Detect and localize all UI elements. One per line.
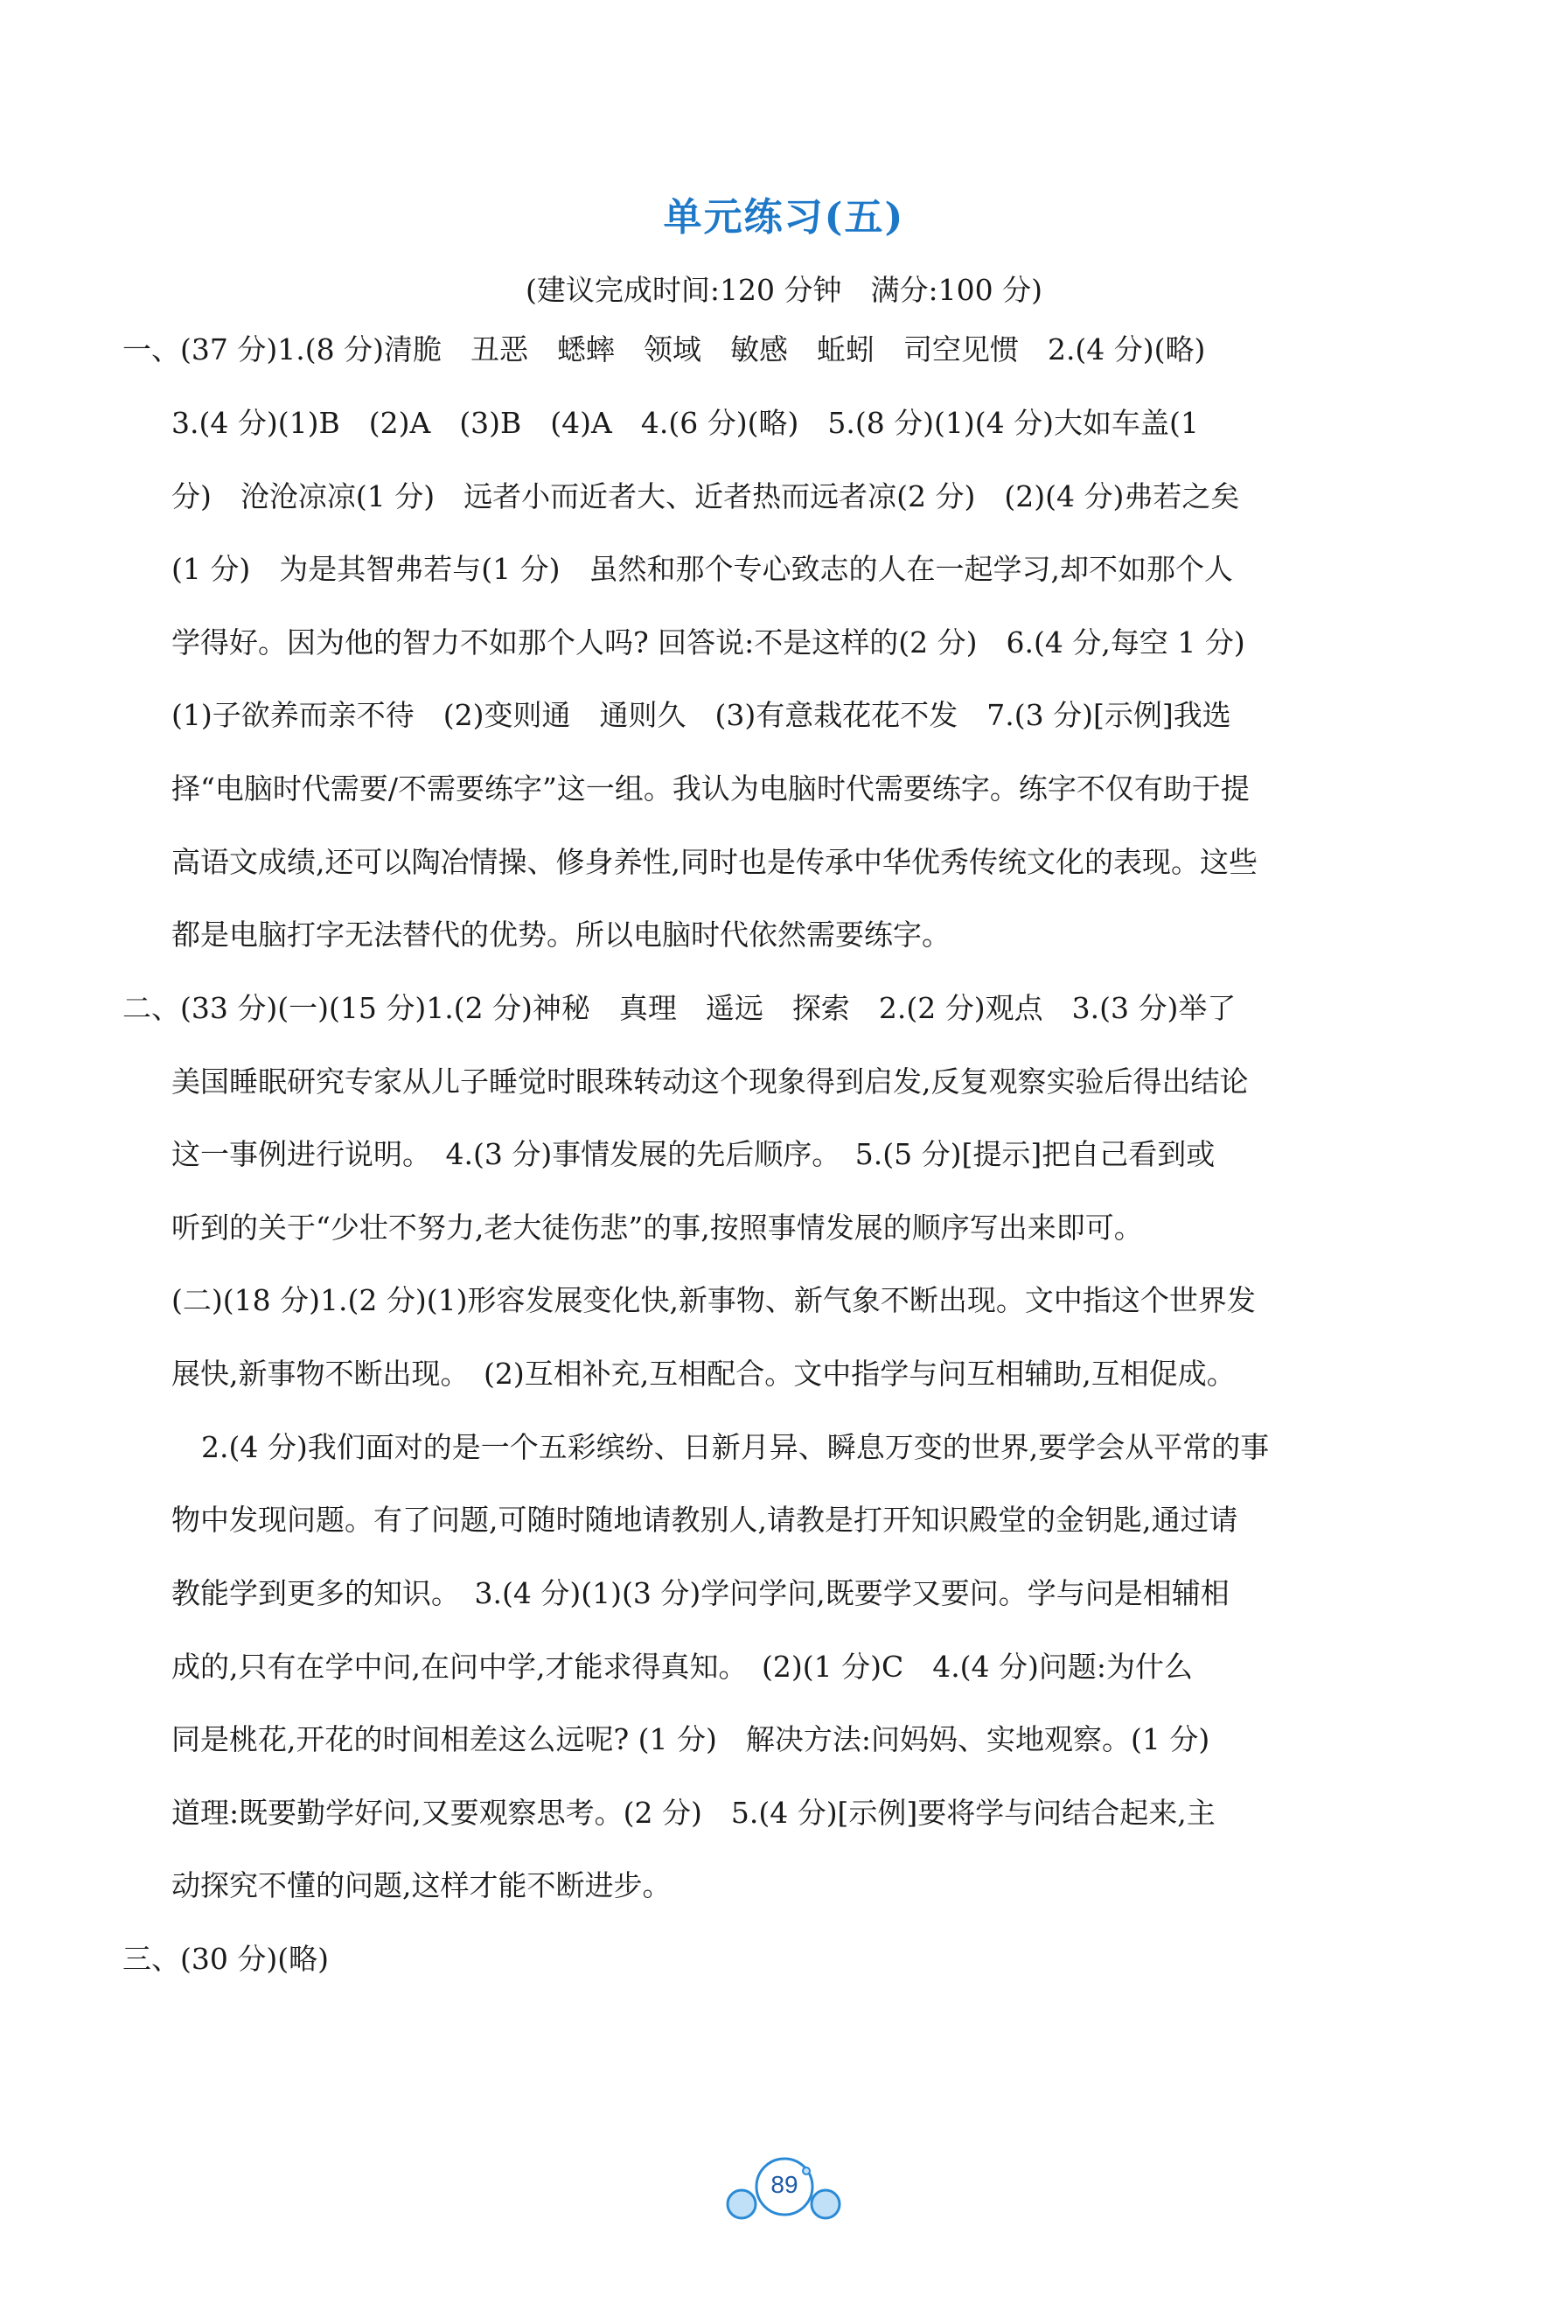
answer-line: 都是电脑打字无法替代的优势。所以电脑时代依然需要练字。	[171, 918, 951, 952]
answer-line: 道理:既要勤学好问,又要观察思考。(2 分) 5.(4 分)[示例]要将学与问结合起来,主	[171, 1796, 1216, 1830]
answer-line: 2.(4 分)我们面对的是一个五彩缤纷、日新月异、瞬息万变的世界,要学会从平常的事	[201, 1430, 1270, 1464]
answer-line: (1)子欲养而亲不待 (2)变则通 通则久 (3)有意栽花花不发 7.(3 分)[示例]我选	[171, 698, 1231, 732]
answer-line: 动探究不懂的问题,这样才能不断进步。	[171, 1868, 672, 1902]
page-number-badge	[722, 2152, 845, 2230]
answer-line: 这一事例进行说明。 4.(3 分)事情发展的先后顺序。 5.(5 分)[提示]把自己看到或	[171, 1137, 1216, 1171]
answer-line: 教能学到更多的知识。 3.(4 分)(1)(3 分)学问学问,既要学又要问。学与问是相辅相	[171, 1576, 1230, 1610]
answer-line: 分) 沧沧凉凉(1 分) 远者小而近者大、近者热而远者凉(2 分) (2)(4 分)弗若之矣	[171, 479, 1240, 513]
answer-line: (二)(18 分)1.(2 分)(1)形容发展变化快,新事物、新气象不断出现。文中指这个世界发	[171, 1283, 1256, 1317]
answer-line: 展快,新事物不断出现。 (2)互相补充,互相配合。文中指学与问互相辅助,互相促成。	[171, 1357, 1236, 1391]
answer-line: 同是桃花,开花的时间相差这么远呢? (1 分) 解决方法:问妈妈、实地观察。(1 分)	[171, 1722, 1210, 1756]
answer-line: 成的,只有在学中问,在问中学,才能求得真知。 (2)(1 分)C 4.(4 分)问题:为什么	[171, 1650, 1194, 1684]
page-number: 89	[770, 2171, 798, 2198]
answer-line: 物中发现问题。有了问题,可随时随地请教别人,请教是打开知识殿堂的金钥匙,通过请	[171, 1503, 1238, 1537]
answer-line: 美国睡眠研究专家从儿子睡觉时眼珠转动这个现象得到启发,反复观察实验后得出结论	[171, 1064, 1249, 1099]
answer-line: (1 分) 为是其智弗若与(1 分) 虽然和那个专心致志的人在一起学习,却不如那个人	[171, 552, 1233, 586]
page-subtitle: (建议完成时间:120 分钟 满分:100 分)	[526, 273, 1042, 307]
answer-line: 一、(37 分)1.(8 分)清脆 丑恶 蟋蟀 领域 敏感 蚯蚓 司空见惯 2.(4 分)(略)	[122, 332, 1206, 366]
answer-line: 学得好。因为他的智力不如那个人吗? 回答说:不是这样的(2 分) 6.(4 分,每空 1 分)	[171, 625, 1245, 660]
answer-line: 高语文成绩,还可以陶冶情操、修身养性,同时也是传承中华优秀传统文化的表现。这些	[171, 845, 1258, 879]
page-title: 单元练习(五)	[663, 195, 905, 240]
answer-line: 听到的关于“少壮不努力,老大徒伤悲”的事,按照事情发展的顺序写出来即可。	[171, 1211, 1143, 1245]
answer-line: 3.(4 分)(1)B (2)A (3)B (4)A 4.(6 分)(略) 5.(8 分)(1)(4 分)大如车盖(1	[171, 406, 1199, 440]
answer-line: 二、(33 分)(一)(15 分)1.(2 分)神秘 真理 遥远 探索 2.(2 分)观点 3.(3 分)举了	[122, 991, 1237, 1025]
answer-line: 择“电脑时代需要/不需要练字”这一组。我认为电脑时代需要练字。练字不仅有助于提	[171, 771, 1250, 806]
answer-line: 三、(30 分)(略)	[122, 1942, 329, 1976]
